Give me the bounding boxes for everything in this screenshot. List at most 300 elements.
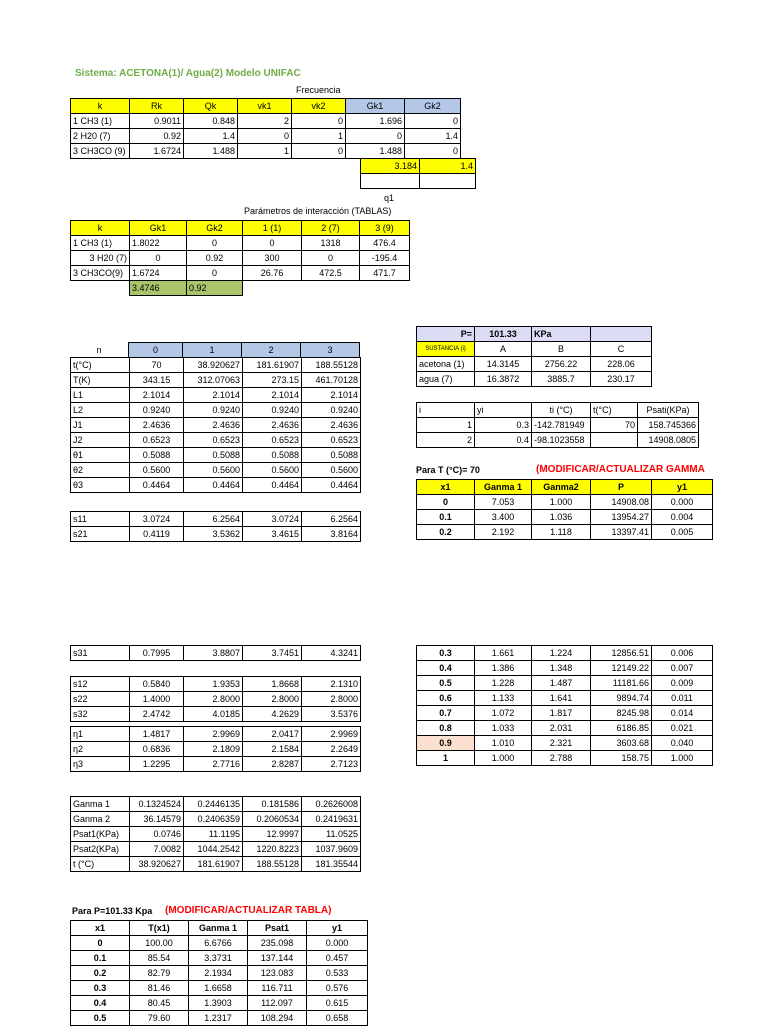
- table-cell: 312.07063: [184, 373, 243, 388]
- header-cell: n: [96, 345, 102, 355]
- table-cell: 1.696: [346, 114, 405, 129]
- header-cell: k: [71, 99, 130, 114]
- table-cell: 0.7995: [130, 646, 184, 661]
- table-cell: 2.1014: [302, 388, 361, 403]
- table-cell: 0.576: [307, 981, 368, 996]
- table-row: [71, 281, 410, 296]
- table-cell: 11.0525: [302, 827, 361, 842]
- header-cell: Psati(KPa): [638, 403, 699, 418]
- table-row: [71, 114, 461, 129]
- table-cell: 1.348: [532, 661, 591, 676]
- table-cell: 0.9240: [243, 403, 302, 418]
- table-cell: 0: [71, 936, 130, 951]
- table-row: [361, 159, 476, 174]
- table-row: [417, 357, 652, 372]
- table-header-row: [417, 327, 652, 342]
- table-row: [71, 981, 368, 996]
- table-cell: 2.1934: [189, 966, 248, 981]
- table-header-row: [417, 403, 699, 418]
- header-cell: Ganma2: [532, 480, 591, 495]
- table-cell: 0.6523: [130, 433, 184, 448]
- table-cell: 0.4464: [130, 478, 184, 493]
- table-cell: 2.8000: [302, 692, 361, 707]
- table-cell: 0: [187, 266, 243, 281]
- table-cell: J1: [71, 418, 130, 433]
- table-cell: 0: [238, 129, 292, 144]
- table-cell: 12149.22: [591, 661, 652, 676]
- table-cell: 0.007: [652, 661, 713, 676]
- table-cell: Ganma 2: [71, 812, 130, 827]
- table-cell: 2.1809: [184, 742, 243, 757]
- table-cell: 1.228: [475, 676, 532, 691]
- table-row: [417, 418, 699, 433]
- table-cell: 0.5: [417, 676, 475, 691]
- table-cell: 0: [405, 144, 461, 159]
- iteration-table-eta: [70, 726, 361, 772]
- table-cell: 13954.27: [591, 510, 652, 525]
- table-row: [71, 433, 361, 448]
- table-cell: 1.4817: [130, 727, 184, 742]
- table-cell: 0.4: [475, 433, 532, 448]
- table-cell: 0.5088: [302, 448, 361, 463]
- table-row: [71, 797, 361, 812]
- table-cell: 1: [417, 751, 475, 766]
- table-cell: 2.1310: [302, 677, 361, 692]
- table-cell: 6.2564: [302, 512, 361, 527]
- table-cell: 471.7: [360, 266, 410, 281]
- header-cell: k: [71, 221, 130, 236]
- empty-cell: [591, 327, 652, 342]
- table-cell: 2.1014: [184, 388, 243, 403]
- table-cell: 0.5088: [184, 448, 243, 463]
- table-cell: s32: [71, 707, 130, 722]
- table-cell: 0.6523: [302, 433, 361, 448]
- table-cell: 181.35544: [302, 857, 361, 872]
- empty-cell: [302, 281, 360, 296]
- table-header-row: [71, 99, 461, 114]
- table-row: [71, 266, 410, 281]
- table-cell: 1.072: [475, 706, 532, 721]
- table-cell: 1.487: [532, 676, 591, 691]
- header-cell: yi: [475, 403, 532, 418]
- table-cell: 0.004: [652, 510, 713, 525]
- table-cell: 0.6836: [130, 742, 184, 757]
- table-cell: 7.053: [475, 495, 532, 510]
- table-cell: 3.0724: [130, 512, 184, 527]
- table-cell: 3.8164: [302, 527, 361, 542]
- table-row: [71, 478, 361, 493]
- header-cell: Gk2: [187, 221, 243, 236]
- table-cell: 0.4: [71, 996, 130, 1011]
- table-row: [71, 527, 361, 542]
- table-row: [417, 721, 713, 736]
- table-cell: t (°C): [71, 857, 130, 872]
- table-cell: 0: [405, 114, 461, 129]
- table-cell: 2.8287: [243, 757, 302, 772]
- table-cell: θ3: [71, 478, 130, 493]
- table-header-row: [71, 221, 410, 236]
- table-cell: 80.45: [130, 996, 189, 1011]
- table-cell: 0.6523: [243, 433, 302, 448]
- table-cell: 85.54: [130, 951, 189, 966]
- header-cell: x1: [71, 921, 130, 936]
- table-cell: 3.7451: [243, 646, 302, 661]
- table-cell: 0.040: [652, 736, 713, 751]
- table-cell: 300: [243, 251, 302, 266]
- table-cell: 188.55128: [302, 358, 361, 373]
- table-cell: 0.2626008: [302, 797, 361, 812]
- table-cell: 2.7123: [302, 757, 361, 772]
- table-row: [71, 677, 361, 692]
- table-cell: 0.5600: [243, 463, 302, 478]
- table-cell: 0.1324524: [130, 797, 184, 812]
- iteration-table-s: [70, 511, 361, 542]
- table-cell: 1.4000: [130, 692, 184, 707]
- table-cell: 14.3145: [475, 357, 532, 372]
- header-cell: Gk2: [405, 99, 461, 114]
- table-cell: 2.8000: [243, 692, 302, 707]
- table-header-row: [417, 342, 652, 357]
- table-cell: 0.5: [71, 1011, 130, 1026]
- table-cell: 1.133: [475, 691, 532, 706]
- table-cell: 70: [591, 418, 638, 433]
- table-row: [71, 373, 361, 388]
- table-row: [71, 144, 461, 159]
- table-cell: L1: [71, 388, 130, 403]
- header-cell: Ganma 1: [475, 480, 532, 495]
- table-cell: 137.144: [248, 951, 307, 966]
- table-cell: t(°C): [71, 358, 130, 373]
- table-cell: 36.14579: [130, 812, 184, 827]
- table-cell: 0.2060534: [243, 812, 302, 827]
- para-p-label: Para P=101.33 Kpa: [72, 906, 153, 916]
- table-cell: 0.006: [652, 646, 713, 661]
- header-cell: Qk: [184, 99, 238, 114]
- table-cell: 11181.66: [591, 676, 652, 691]
- sum-cell: 1.4: [420, 159, 476, 174]
- table-cell: 0.5600: [302, 463, 361, 478]
- para-t-label: Para T (°C)= 70: [416, 465, 480, 475]
- table-cell: 1 CH3 (1): [71, 114, 130, 129]
- table-cell: 2.788: [532, 751, 591, 766]
- table-cell: 2.4636: [243, 418, 302, 433]
- table-cell: Ganma 1: [71, 797, 130, 812]
- table-cell: 0.2446135: [184, 797, 243, 812]
- table-cell: 2.4636: [184, 418, 243, 433]
- table-cell: 38.920627: [130, 857, 184, 872]
- table-cell: θ1: [71, 448, 130, 463]
- header-cell: Gk1: [346, 99, 405, 114]
- table-cell: 1.661: [475, 646, 532, 661]
- table-cell: 38.920627: [184, 358, 243, 373]
- table-cell: 2.2649: [302, 742, 361, 757]
- header-cell: vk1: [238, 99, 292, 114]
- table-cell: 1: [417, 418, 475, 433]
- table-cell: 1.3903: [189, 996, 248, 1011]
- table-cell: 1220.8223: [243, 842, 302, 857]
- frecuencia-label: Frecuencia: [296, 85, 341, 95]
- empty-cell: [243, 281, 302, 296]
- table-cell: 112.097: [248, 996, 307, 1011]
- table-cell: 1.4: [405, 129, 461, 144]
- table-cell: Psat2(KPa): [71, 842, 130, 857]
- table-header-row: [70, 343, 360, 358]
- table-cell: 2: [238, 114, 292, 129]
- table-cell: θ2: [71, 463, 130, 478]
- table-row: [71, 707, 361, 722]
- table-cell: agua (7): [417, 372, 475, 387]
- table-cell: 0.181586: [243, 797, 302, 812]
- table-cell: 2.7716: [184, 757, 243, 772]
- table-cell: 3.5362: [184, 527, 243, 542]
- header-cell: 0: [129, 343, 183, 358]
- iteration-table-top: [70, 342, 360, 358]
- table-cell: 0.1: [417, 510, 475, 525]
- table-cell: 0.4464: [184, 478, 243, 493]
- table-cell: 6186.85: [591, 721, 652, 736]
- table-row: [71, 388, 361, 403]
- table-cell: 0.9011: [130, 114, 184, 129]
- header-cell: y1: [307, 921, 368, 936]
- table-cell: 472.5: [302, 266, 360, 281]
- table-row: [71, 692, 361, 707]
- table-cell: -142.781949: [532, 418, 591, 433]
- table-cell: 0.2419631: [302, 812, 361, 827]
- table-cell: η2: [71, 742, 130, 757]
- table-row: [71, 996, 368, 1011]
- header-cell: ti (°C): [532, 403, 591, 418]
- table-cell: 12856.51: [591, 646, 652, 661]
- table-cell: 1.2295: [130, 757, 184, 772]
- table-cell: 1.817: [532, 706, 591, 721]
- table-cell: 2.031: [532, 721, 591, 736]
- table-cell: 2.4636: [130, 418, 184, 433]
- table-cell: 1.036: [532, 510, 591, 525]
- table-cell: 235.098: [248, 936, 307, 951]
- header-cell: A: [475, 342, 532, 357]
- table-cell: 343.15: [130, 373, 184, 388]
- table-cell: 79.60: [130, 1011, 189, 1026]
- table-cell: 2 H20 (7): [71, 129, 130, 144]
- table-cell: 2.4742: [130, 707, 184, 722]
- table-row: [417, 433, 699, 448]
- table-cell: 1.010: [475, 736, 532, 751]
- para-t-note: (MODIFICAR/ACTUALIZAR GAMMA: [536, 464, 705, 475]
- table-row: [417, 751, 713, 766]
- table-cell: L2: [71, 403, 130, 418]
- table-row: [417, 691, 713, 706]
- table-cell: 1.118: [532, 525, 591, 540]
- table-row: [71, 251, 410, 266]
- table-cell: 0.9240: [184, 403, 243, 418]
- table-row: [417, 510, 713, 525]
- table-row: [71, 757, 361, 772]
- table-cell: Psat1(KPa): [71, 827, 130, 842]
- table-cell: 1.000: [475, 751, 532, 766]
- unifac-groups-table: [70, 98, 461, 159]
- table-row: [71, 236, 410, 251]
- table-row: [417, 646, 713, 661]
- table-cell: 2.1584: [243, 742, 302, 757]
- table-row: [71, 358, 361, 373]
- table-cell: 2.1014: [243, 388, 302, 403]
- table-cell: s12: [71, 677, 130, 692]
- table-cell: 0.009: [652, 676, 713, 691]
- table-cell: 0.92: [130, 129, 184, 144]
- table-cell: 230.17: [591, 372, 652, 387]
- table-row: [71, 1011, 368, 1026]
- table-row: [71, 512, 361, 527]
- table-cell: 1.9353: [184, 677, 243, 692]
- table-cell: 108.294: [248, 1011, 307, 1026]
- table-cell: 2.0417: [243, 727, 302, 742]
- iteration-table: [70, 357, 361, 493]
- table-row: [71, 646, 361, 661]
- table-cell: 0.2: [417, 525, 475, 540]
- header-cell: 3: [301, 343, 360, 358]
- table-cell: [591, 433, 638, 448]
- table-cell: J2: [71, 433, 130, 448]
- table-cell: 0: [417, 495, 475, 510]
- table-cell: 3.3731: [189, 951, 248, 966]
- table-cell: 0.021: [652, 721, 713, 736]
- table-row: [71, 857, 361, 872]
- table-cell: 0.4464: [302, 478, 361, 493]
- table-cell: 0.9240: [130, 403, 184, 418]
- table-cell: 0.5600: [130, 463, 184, 478]
- table-cell: 82.79: [130, 966, 189, 981]
- table-cell: -195.4: [360, 251, 410, 266]
- table-cell: 1.000: [652, 751, 713, 766]
- table-row: [361, 174, 476, 189]
- table-row: [71, 827, 361, 842]
- table-cell: 0.4: [417, 661, 475, 676]
- table-cell: 1: [292, 129, 346, 144]
- table-cell: 0.658: [307, 1011, 368, 1026]
- table-cell: η3: [71, 757, 130, 772]
- table-row: [417, 495, 713, 510]
- table-row: [71, 936, 368, 951]
- q1-label: q1: [384, 193, 395, 203]
- para-p-note: (MODIFICAR/ACTUALIZAR TABLA): [165, 905, 332, 916]
- table-cell: 14908.0805: [638, 433, 699, 448]
- header-cell: t(°C): [591, 403, 638, 418]
- table-cell: 1.6724: [130, 266, 187, 281]
- table-cell: 1: [238, 144, 292, 159]
- table-row: [417, 736, 713, 751]
- header-cell: C: [591, 342, 652, 357]
- table-row: [71, 463, 361, 478]
- table-cell: 461.70128: [302, 373, 361, 388]
- table-cell: 1.8022: [130, 236, 187, 251]
- parametros-label: Parámetros de interacción (TABLAS): [244, 206, 392, 216]
- table-row: [71, 951, 368, 966]
- header-cell: Psat1: [248, 921, 307, 936]
- table-cell: 1.488: [346, 144, 405, 159]
- table-row: [417, 676, 713, 691]
- table-cell: 3 H20 (7): [71, 251, 130, 266]
- table-cell: 0.2: [71, 966, 130, 981]
- table-cell: 0.0746: [130, 827, 184, 842]
- table-cell: 70: [130, 358, 184, 373]
- table-cell: 12.9997: [243, 827, 302, 842]
- header-cell: SUSTANCIA (i): [417, 342, 475, 357]
- iteration-table-s31: [70, 645, 361, 661]
- page-title: Sistema: ACETONA(1)/ Agua(2) Modelo UNIFAC: [75, 68, 301, 79]
- table-header-row: [417, 480, 713, 495]
- table-cell: 0.848: [184, 114, 238, 129]
- table-cell: 1.8668: [243, 677, 302, 692]
- table-cell: 4.0185: [184, 707, 243, 722]
- table-cell: s11: [71, 512, 130, 527]
- table-cell: 0.5840: [130, 677, 184, 692]
- table-cell: 13397.41: [591, 525, 652, 540]
- header-cell: 1 (1): [243, 221, 302, 236]
- table-cell: 0.5088: [130, 448, 184, 463]
- table-cell: 0: [292, 144, 346, 159]
- table-cell: 0.2406359: [184, 812, 243, 827]
- psat-table: [416, 402, 699, 448]
- table-cell: 1 CH3 (1): [71, 236, 130, 251]
- table-cell: 81.46: [130, 981, 189, 996]
- table-cell: 4.2629: [243, 707, 302, 722]
- table-cell: 11.1195: [184, 827, 243, 842]
- table-cell: 0.3: [417, 646, 475, 661]
- table-cell: s22: [71, 692, 130, 707]
- table-cell: 181.61907: [184, 857, 243, 872]
- table-cell: 1.6658: [189, 981, 248, 996]
- table-cell: 2.9969: [302, 727, 361, 742]
- table-cell: 2756.22: [532, 357, 591, 372]
- table-cell: T(K): [71, 373, 130, 388]
- table-cell: 1.4: [184, 129, 238, 144]
- table-row: [71, 727, 361, 742]
- table-cell: acetona (1): [417, 357, 475, 372]
- table-cell: 26.76: [243, 266, 302, 281]
- table-cell: 0.4119: [130, 527, 184, 542]
- table-cell: 0.011: [652, 691, 713, 706]
- table-cell: 6.2564: [184, 512, 243, 527]
- table-cell: 158.75: [591, 751, 652, 766]
- table-cell: 3.4615: [243, 527, 302, 542]
- table-row: [417, 706, 713, 721]
- header-cell: 2: [242, 343, 301, 358]
- table-cell: 476.4: [360, 236, 410, 251]
- table-cell: 1.641: [532, 691, 591, 706]
- table-cell: 3.400: [475, 510, 532, 525]
- table-row: [71, 129, 461, 144]
- table-cell: 273.15: [243, 373, 302, 388]
- table-cell: 2.192: [475, 525, 532, 540]
- header-cell: Ganma 1: [189, 921, 248, 936]
- table-cell: 1.2317: [189, 1011, 248, 1026]
- table-cell: 0: [346, 129, 405, 144]
- table-cell: 0: [302, 251, 360, 266]
- empty-cell: [71, 281, 130, 296]
- table-row: [417, 661, 713, 676]
- table-cell: 0.5600: [184, 463, 243, 478]
- interaction-params-table: [70, 220, 410, 296]
- table-cell: 3.5376: [302, 707, 361, 722]
- sum-cell: 0.92: [187, 281, 243, 296]
- table-cell: 1.386: [475, 661, 532, 676]
- table-cell: -98.1023558: [532, 433, 591, 448]
- table-cell: 0: [187, 236, 243, 251]
- table-cell: 0.9: [417, 736, 475, 751]
- table-cell: 0.615: [307, 996, 368, 1011]
- header-cell: Rk: [130, 99, 184, 114]
- table-cell: 0.1: [71, 951, 130, 966]
